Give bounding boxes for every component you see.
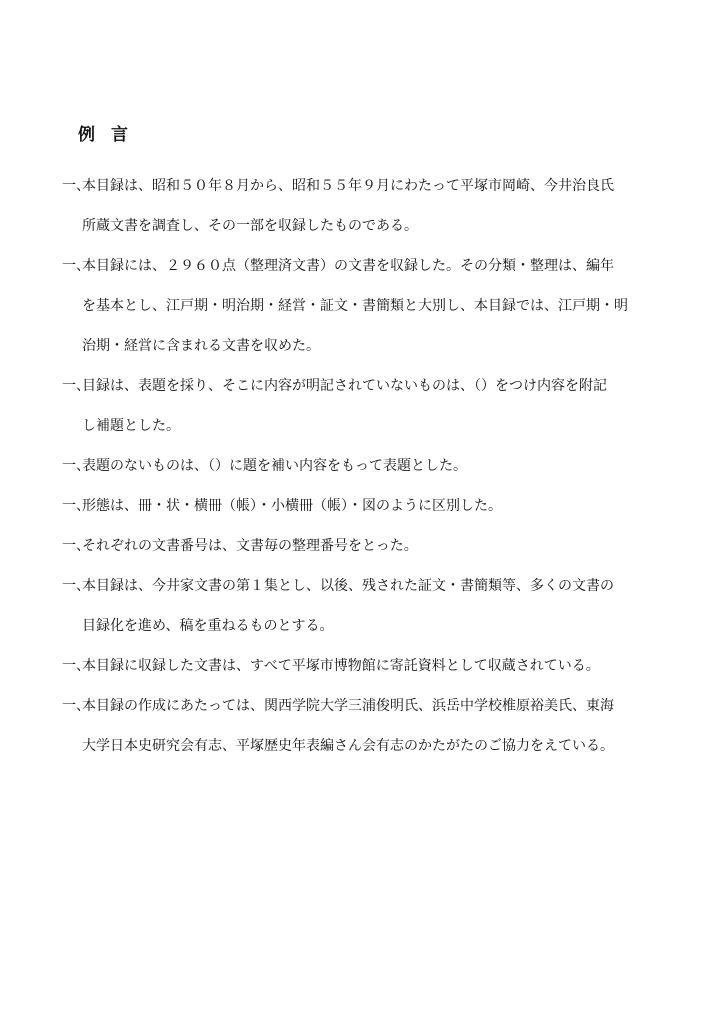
list-bullet: 一、 <box>62 458 90 474</box>
entry-line: し補題とした。 <box>82 418 180 434</box>
entry-line: 治期・経営に含まれる文書を収めた。 <box>82 338 320 354</box>
list-item <box>62 494 662 518</box>
list-bullet: 一、 <box>62 658 90 674</box>
entry-line: 本目録には、２９６０点（整理済文書）の文書を収録した。その分類・整理は、編年 <box>82 258 614 274</box>
list-item <box>62 654 662 678</box>
entry-line: を基本とし、江戸期・明治期・経営・証文・書簡類と大別し、本目録では、江戸期・明 <box>82 298 628 314</box>
list-item <box>62 534 662 558</box>
entry-line: 本目録に収録した文書は、すべて平塚市博物館に寄託資料として収蔵されている。 <box>82 658 600 674</box>
entry-line: 大学日本史研究会有志、平塚歴史年表編さん会有志のかたがたのご協力をえている。 <box>82 738 614 754</box>
list-item <box>62 454 662 478</box>
entry-line: 表題のないものは、（）に題を補い内容をもって表題とした。 <box>82 458 467 474</box>
entry-line: 形態は、冊・状・横冊（帳）・小横冊（帳）・図のように区別した。 <box>82 498 502 514</box>
notes-list <box>62 174 662 774</box>
page-title: 例言 <box>78 125 144 145</box>
list-bullet: 一、 <box>62 378 90 394</box>
entry-line: 目録は、表題を採り、そこに内容が明記されていないものは、（）をつけ内容を附記 <box>82 378 607 394</box>
list-item <box>62 694 662 758</box>
entry-line: 本目録は、昭和５０年８月から、昭和５５年９月にわたって平塚市岡崎、今井治良氏 <box>82 178 614 194</box>
list-bullet: 一、 <box>62 578 90 594</box>
entry-line: 目録化を進め、稿を重ねるものとする。 <box>82 618 334 634</box>
entry-line: 所蔵文書を調査し、その一部を収録したものである。 <box>82 218 418 234</box>
list-item <box>62 254 662 358</box>
list-bullet: 一、 <box>62 698 90 714</box>
list-item <box>62 374 662 438</box>
entry-line: 本目録は、今井家文書の第１集とし、以後、残された証文・書簡類等、多くの文書の <box>82 578 614 594</box>
list-item <box>62 574 662 638</box>
list-bullet: 一、 <box>62 258 90 274</box>
list-bullet: 一、 <box>62 538 90 554</box>
list-bullet: 一、 <box>62 178 90 194</box>
entry-line: 本目録の作成にあたっては、関西学院大学三浦俊明氏、浜岳中学校椎原裕美氏、東海 <box>82 698 614 714</box>
list-bullet: 一、 <box>62 498 90 514</box>
entry-line: それぞれの文書番号は、文書毎の整理番号をとった。 <box>82 538 418 554</box>
list-item <box>62 174 662 238</box>
